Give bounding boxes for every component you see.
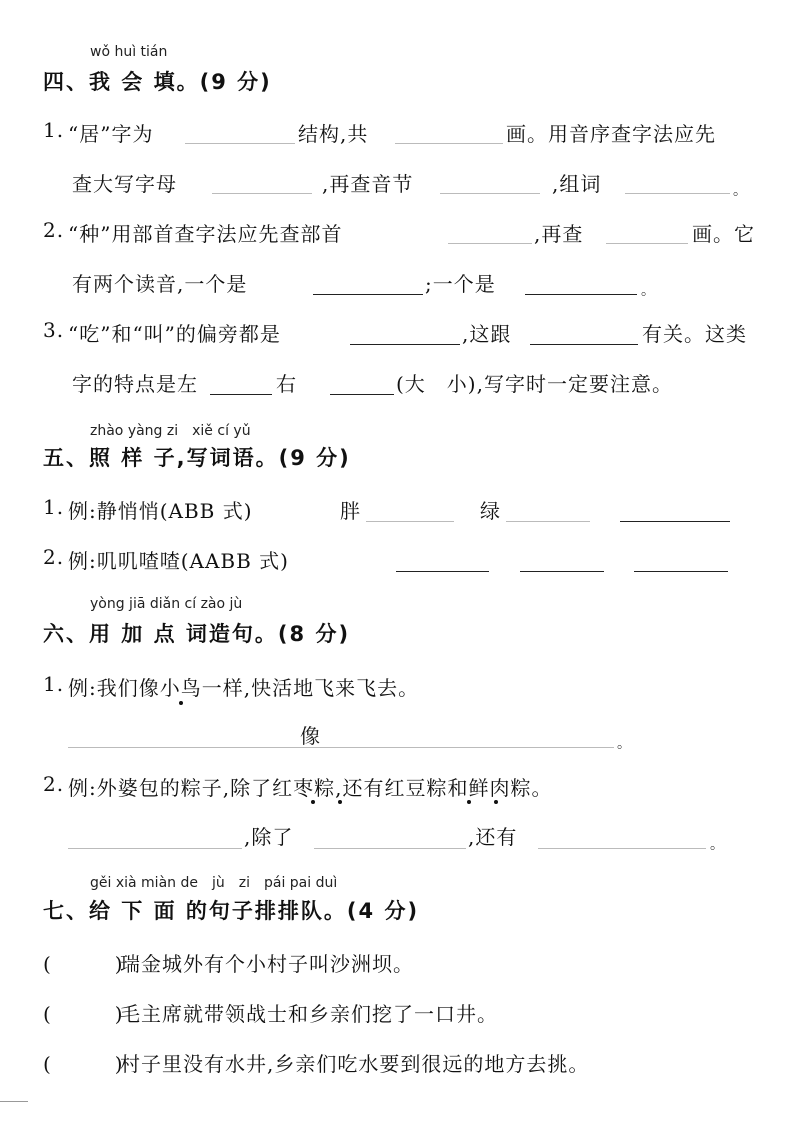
q6-2-answer-text-b: ,还有: [468, 825, 518, 849]
q5-1-char-pang: 胖: [340, 499, 361, 523]
q4-2-number: 2.: [43, 218, 65, 242]
q5-2-blank-3[interactable]: [634, 571, 728, 572]
q4-2-text-a: “种”用部首查字法应先查部首: [68, 222, 343, 246]
q4-2-blank-radical[interactable]: [448, 243, 532, 244]
q4-1b-text-b: ,再查音节: [322, 172, 414, 196]
q5-2-example: 例:叽叽喳喳(AABB 式): [68, 549, 289, 573]
q6-2-number: 2.: [43, 772, 65, 796]
q6-1-number: 1.: [43, 672, 65, 696]
q4-3-blank-right[interactable]: [330, 394, 394, 395]
q4-3-blank-left[interactable]: [210, 394, 272, 395]
q5-1-char-lv: 绿: [480, 499, 501, 523]
emphasis-dot: [467, 800, 471, 804]
q5-2-blank-2[interactable]: [520, 571, 604, 572]
order-paren-1[interactable]: ( ): [43, 952, 124, 976]
q4-1-text-b: 结构,共: [298, 122, 369, 146]
q5-1-blank-free[interactable]: [620, 521, 730, 522]
q6-1-answer-char: 像: [300, 724, 321, 748]
q4-3-blank-radical[interactable]: [350, 344, 460, 345]
q6-2-blank-1[interactable]: [68, 848, 242, 849]
emphasis-dot: [338, 800, 342, 804]
emphasis-dot: [494, 800, 498, 804]
q5-2-blank-1[interactable]: [396, 571, 489, 572]
order-sentence-2: 毛主席就带领战士和乡亲们挖了一口井。: [120, 1002, 498, 1026]
q4-1b-text-a: 查大写字母: [72, 172, 177, 196]
q4-1-blank-structure[interactable]: [185, 143, 295, 144]
sec7-heading: 七、给 下 面 的句子排排队。(4 分): [43, 899, 420, 923]
q4-2-blank-reading1[interactable]: [313, 294, 423, 295]
q5-1-example: 例:静悄悄(ABB 式): [68, 499, 253, 523]
q4-1-text-a: “居”字为: [68, 122, 154, 146]
q6-1-answer-line[interactable]: [68, 747, 614, 748]
q4-2-blank-reading2[interactable]: [525, 294, 637, 295]
q6-1-example: 例:我们像小鸟一样,快活地飞来飞去。: [68, 676, 420, 700]
q4-1-blank-strokes[interactable]: [395, 143, 503, 144]
order-sentence-1: 瑞金城外有个小村子叫沙洲坝。: [120, 952, 414, 976]
sec4-pinyin: wǒ huì tián: [90, 44, 168, 60]
order-paren-2[interactable]: ( ): [43, 1002, 124, 1026]
q4-1b-text-c: ,组词: [552, 172, 602, 196]
q5-1-number: 1.: [43, 495, 65, 519]
q4-2b-text-b: ;一个是: [425, 272, 496, 296]
q4-1-text-c: 画。用音序查字法应先: [506, 122, 716, 146]
q4-3-number: 3.: [43, 318, 65, 342]
q6-2-example: 例:外婆包的粽子,除了红枣粽,还有红豆粽和鲜肉粽。: [68, 776, 553, 800]
q5-1-blank-pang[interactable]: [366, 521, 454, 522]
q4-2b-period: 。: [641, 283, 655, 299]
order-sentence-3: 村子里没有水井,乡亲们吃水要到很远的地方去挑。: [120, 1052, 590, 1076]
q5-1-blank-lv[interactable]: [506, 521, 590, 522]
q4-1-blank-letter[interactable]: [212, 193, 312, 194]
page-margin-mark: [0, 1101, 28, 1102]
q5-2-number: 2.: [43, 545, 65, 569]
q6-2-answer-period: 。: [710, 837, 724, 853]
q4-3b-text-a: 字的特点是左: [72, 372, 198, 396]
q4-3-blank-related[interactable]: [530, 344, 638, 345]
emphasis-dot: [311, 800, 315, 804]
q4-3b-text-b: 右: [276, 372, 297, 396]
sec7-pinyin: gěi xià miàn de jù zi pái pai duì: [90, 875, 338, 891]
q6-1-answer-period: 。: [617, 736, 631, 752]
q6-2-blank-2[interactable]: [314, 848, 466, 849]
q4-3-text-a: “吃”和“叫”的偏旁都是: [68, 322, 281, 346]
q4-3b-text-c: (大 小),写字时一定要注意。: [396, 372, 673, 396]
q4-1-number: 1.: [43, 118, 65, 142]
sec6-heading: 六、用 加 点 词造句。(8 分): [43, 622, 351, 646]
sec4-heading: 四、我 会 填。(9 分): [43, 70, 272, 94]
q4-3-text-c: 有关。这类: [642, 322, 747, 346]
q6-2-blank-3[interactable]: [538, 848, 706, 849]
q4-3-text-b: ,这跟: [462, 322, 512, 346]
q4-2-text-c: 画。它: [692, 222, 755, 246]
q6-2-answer-text-a: ,除了: [244, 825, 294, 849]
q4-1-blank-syllable[interactable]: [440, 193, 540, 194]
q4-2b-text-a: 有两个读音,一个是: [72, 272, 248, 296]
sec5-pinyin: zhào yàng zi xiě cí yǔ: [90, 423, 251, 439]
q4-1b-period: 。: [733, 183, 747, 199]
order-paren-3[interactable]: ( ): [43, 1052, 124, 1076]
q4-2-text-b: ,再查: [534, 222, 584, 246]
sec5-heading: 五、照 样 子,写词语。(9 分): [43, 446, 351, 470]
sec6-pinyin: yòng jiā diǎn cí zào jù: [90, 596, 243, 612]
q4-2-blank-strokes[interactable]: [606, 243, 688, 244]
q4-1-blank-word[interactable]: [625, 193, 730, 194]
emphasis-dot: [179, 701, 183, 705]
